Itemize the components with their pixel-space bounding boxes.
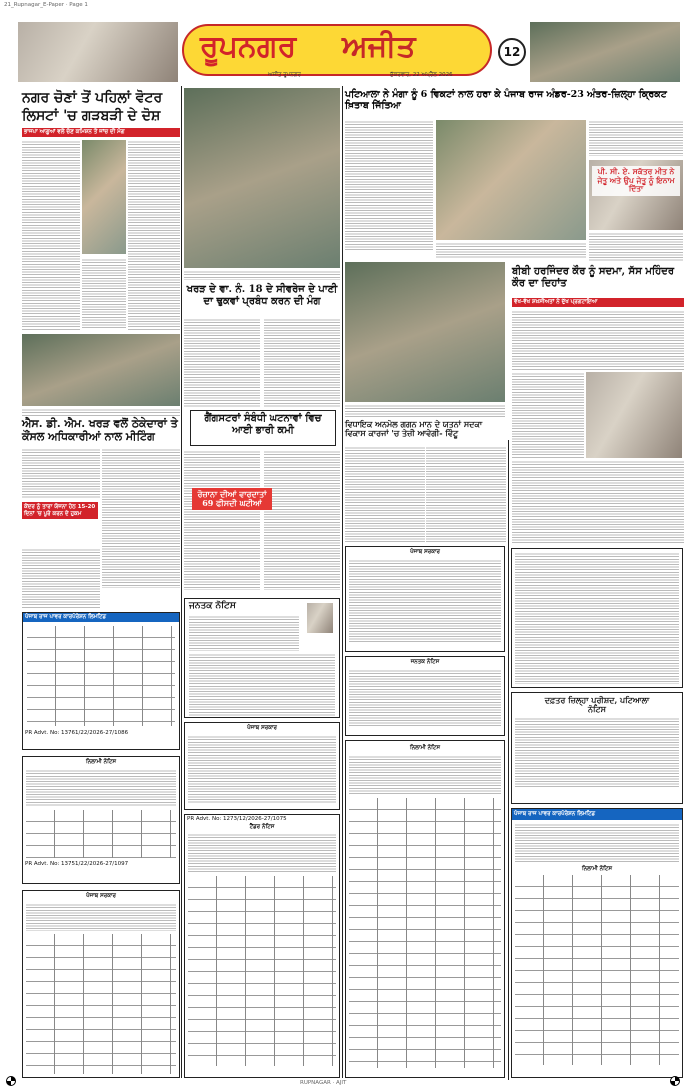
lead-strap: ਭਾਜਪਾ ਆਗੂਆਂ ਵਲੋਂ ਚੋਣ ਕਮਿਸ਼ਨ ਤੋਂ ਜਾਂਚ ਦੀ ਮੰਗ xyxy=(22,128,180,137)
gangster-highlight-box: ਰੋਜ਼ਾਨਾ ਦੀਆਂ ਵਾਰਦਾਤਾਂ 69 ਫੀਸਦੀ ਘਟੀਆਂ xyxy=(192,488,272,510)
mla-body-text xyxy=(345,446,425,542)
obituary-body-text xyxy=(512,372,584,458)
cricket-inset-headline: ਪੀ. ਸੀ. ਏ. ਸਕੱਤਰ ਮੀਤ ਨੇ ਜੇਤੂ ਅਤੇ ਉਪ ਜੇਤੂ ਨੂੰ ਇਨਾਮ ਦਿੱਤਾ xyxy=(592,166,680,196)
meeting-photo xyxy=(22,334,180,406)
mla-headline: ਵਿਧਾਇਕ ਅਨਮੋਲ ਗਗਨ ਮਾਨ ਦੇ ਯਤਨਾਂ ਸਦਕਾ ਵਿਕਾਸ ਕਾਰਜਾਂ 'ਚ ਤੇਜ਼ੀ ਆਵੇਗੀ- ਵਿੰਟੂ xyxy=(345,419,483,439)
obituary-strap: ਵੱਖ-ਵੱਖ ਸ਼ਖ਼ਸੀਅਤਾਂ ਨੇ ਦੁੱਖ ਪ੍ਰਗਟਾਇਆ xyxy=(512,298,684,307)
public-notice-ad-2-title: ਜਨਤਕ ਨੋਟਿਸ xyxy=(410,659,440,665)
govt-notice-ad-text xyxy=(349,559,501,643)
auction-notice-text xyxy=(349,755,501,795)
masthead-left-photo xyxy=(18,22,178,82)
lead-headline-line-2: ਲਿਸਟਾਂ 'ਚ ਗੜਬੜੀ ਦੇ ਦੋਸ਼ xyxy=(22,108,161,124)
masthead-title-right: ਅਜੀਤ xyxy=(342,29,416,64)
district-auction-title: ਨਿਲਾਮੀ ਨੋਟਿਸ xyxy=(85,759,117,765)
obituary-headline: ਬੀਬੀ ਹਰਜਿੰਦਰ ਕੌਰ ਨੂੰ ਸਦਮਾ, ਸੱਸ ਮਹਿੰਦਰ ਕੌਰ ਦਾ ਦਿਹਾਂਤ xyxy=(512,266,675,289)
tender-notice-ad xyxy=(184,814,340,1078)
district-auction-ref: PR Advt. No: 13751/22/2026-27/1097 xyxy=(25,860,129,867)
auction-notice-title: ਨਿਲਾਮੀ ਨੋਟਿਸ xyxy=(409,745,441,751)
pspcl-auction-ad xyxy=(511,808,683,1078)
pspcl-ad-title: ਪੰਜਾਬ ਰਾਜ ਪਾਵਰ ਕਾਰਪੋਰੇਸ਼ਨ ਲਿਮਟਿਡ xyxy=(23,613,179,622)
district-auction-text xyxy=(26,769,176,807)
column-rule xyxy=(181,86,182,1078)
page-number-badge: 12 xyxy=(498,38,526,66)
column-rule xyxy=(508,440,509,1080)
registered-notice-text xyxy=(515,552,679,684)
pspcl-auction-table xyxy=(515,875,679,1065)
edition-line: ਅਜੀਤ ਰੂਪਨਗਰ xyxy=(268,72,301,78)
zila-parishad-notice: ਨੋਟਿਸ xyxy=(587,704,607,715)
cricket-body-text xyxy=(345,120,433,250)
mla-body-text xyxy=(426,446,506,542)
registration-mark-icon xyxy=(6,1076,16,1086)
column-rule xyxy=(342,86,343,1078)
notice-portrait-photo xyxy=(307,603,333,633)
obituary-portrait-photo xyxy=(586,372,682,458)
auction-notice-ad xyxy=(345,740,505,1078)
tender-ad-text xyxy=(188,735,336,803)
color-bar xyxy=(110,1080,150,1089)
district-auction-ad xyxy=(22,756,180,884)
lead-body-text xyxy=(82,258,126,330)
public-notice-ad-2 xyxy=(345,656,505,736)
govt-notice-ad xyxy=(345,546,505,652)
punjab-govt-ad-left-table xyxy=(26,934,176,1074)
public-notice-text xyxy=(189,653,335,717)
pspcl-auction-text xyxy=(515,823,679,863)
tender-notice-title: ਟੈਂਡਰ ਨੋਟਿਸ xyxy=(249,823,275,830)
registered-notice-ad xyxy=(511,548,683,688)
public-notice-ad-2-text xyxy=(349,669,501,727)
cricket-body-text xyxy=(589,232,683,262)
file-label: 21_Rupnagar_E-Paper · Page 1 xyxy=(4,2,88,8)
punjab-govt-ad-left-text xyxy=(26,903,176,931)
photo-caption xyxy=(22,408,180,416)
date-line: ਸ਼ੁੱਕਰਵਾਰ, 22 ਅਪ੍ਰੈਲ 2026 xyxy=(390,72,453,78)
pspcl-ad-ref: PR Advt. No: 13761/22/2026-27/1086 xyxy=(25,729,129,736)
punjab-govt-ad-left-title: ਪੰਜਾਬ ਸਰਕਾਰ xyxy=(86,893,116,899)
pspcl-auction-subtitle: ਨਿਲਾਮੀ ਨੋਟਿਸ xyxy=(581,865,613,872)
pspcl-ad-table xyxy=(27,626,175,726)
tender-notice-text xyxy=(188,833,336,873)
sdm-headline: ਐਸ. ਡੀ. ਐਮ. ਖਰੜ ਵਲੋਂ ਠੇਕੇਦਾਰਾਂ ਤੇ ਕੌਂਸਲ ਅਧਿਕਾਰੀਆਂ ਨਾਲ ਮੀਟਿੰਗ xyxy=(22,417,178,443)
tender-notice-table xyxy=(188,876,336,1066)
footer-label: RUPNAGAR · AJIT xyxy=(300,1080,347,1086)
sdm-body-text xyxy=(22,548,100,608)
registration-mark-icon xyxy=(670,1076,680,1086)
public-notice-ad xyxy=(184,598,340,718)
cricket-banner-headline: ਪਟਿਆਲਾ ਨੇ ਮੰਗਾ ਨੂੰ 6 ਵਿਕਟਾਂ ਨਾਲ ਹਰਾ ਕੇ ਪੰਜਾਬ ਰਾਜ ਅੰਡਰ-23 ਅੰਤਰ-ਜ਼ਿਲ੍ਹਾ ਕ੍ਰਿਕਟ ਖ਼ਿਤਾਬ ਜਿੱਤਿਆ xyxy=(345,89,667,111)
zila-parishad-title: ਦਫ਼ਤਰ ਜ਼ਿਲ੍ਹਾ ਪ੍ਰੀਸ਼ਦ, ਪਟਿਆਲਾ xyxy=(544,695,650,705)
zila-parishad-text xyxy=(515,717,679,787)
gangster-headline-box xyxy=(190,410,336,446)
ward-body-text xyxy=(184,318,260,408)
ward-body-text xyxy=(264,318,340,408)
auction-notice-table xyxy=(349,798,501,1068)
tender-notice-ref: PR Advt. No: 1273/12/2026-27/1075 xyxy=(187,816,287,822)
obituary-body-text xyxy=(512,310,684,370)
public-notice-text xyxy=(189,615,299,651)
lead-body-text xyxy=(22,140,80,330)
sdm-body-text xyxy=(22,448,100,498)
ward-headline: ਖਰੜ ਦੇ ਵਾ. ਨੰ. 18 ਦੇ ਸੀਵਰੇਜ ਦੇ ਪਾਣੀ ਦਾ ਢੁਕਵਾਂ ਪ੍ਰਬੰਧ ਕਰਨ ਦੀ ਮੰਗ xyxy=(186,284,338,307)
photo-caption xyxy=(184,270,340,280)
punjab-govt-ad-left xyxy=(22,890,180,1078)
zila-parishad-ad xyxy=(511,692,683,804)
tender-ad-govt: ਪੰਜਾਬ ਸਰਕਾਰ xyxy=(247,725,277,731)
photo-caption xyxy=(436,242,586,258)
mla-event-photo xyxy=(345,262,505,402)
lead-headline-line-1: ਨਗਰ ਚੋਣਾਂ ਤੋਂ ਪਹਿਲਾਂ ਵੋਟਰ xyxy=(22,90,163,106)
obituary-body-text xyxy=(512,460,684,544)
public-notice-title: ਜਨਤਕ ਨੋਟਿਸ xyxy=(189,601,236,611)
masthead-title-left: ਰੂਪਨਗਰ xyxy=(200,29,297,64)
govt-notice-ad-title: ਪੰਜਾਬ ਸਰਕਾਰ xyxy=(410,549,440,555)
sdm-body-text xyxy=(102,448,180,588)
cricket-body-text xyxy=(589,120,683,156)
sewerage-photo xyxy=(184,88,340,268)
district-auction-table xyxy=(26,810,176,858)
tender-ad xyxy=(184,722,340,810)
sdm-highlight-box: ਕੇਂਦਰ ਨੂੰ ਤਾਰਾ ਯੋਜਨਾ ਹੇਠ 15-20 ਦਿਨਾਂ 'ਚ ਪੂਰੇ ਕਰਨ ਦੇ ਹੁਕਮ xyxy=(22,502,98,519)
lead-body-text xyxy=(128,140,180,330)
gangster-body-text xyxy=(264,450,340,590)
gangster-headline: ਗੈਂਗਸਟਰਾਂ ਸੰਬੰਧੀ ਘਟਨਾਵਾਂ ਵਿਚ ਆਈ ਭਾਰੀ ਕਮੀ xyxy=(204,413,322,436)
cricket-team-photo xyxy=(436,120,586,240)
gangster-body-text xyxy=(184,450,260,590)
pspcl-auction-title: ਪੰਜਾਬ ਰਾਜ ਪਾਵਰ ਕਾਰਪੋਰੇਸ਼ਨ ਲਿਮਟਿਡ xyxy=(512,809,682,820)
masthead-right-photo xyxy=(530,22,680,82)
pspcl-ad xyxy=(22,612,180,750)
lead-portrait-photo xyxy=(82,140,126,254)
photo-caption xyxy=(345,404,505,418)
